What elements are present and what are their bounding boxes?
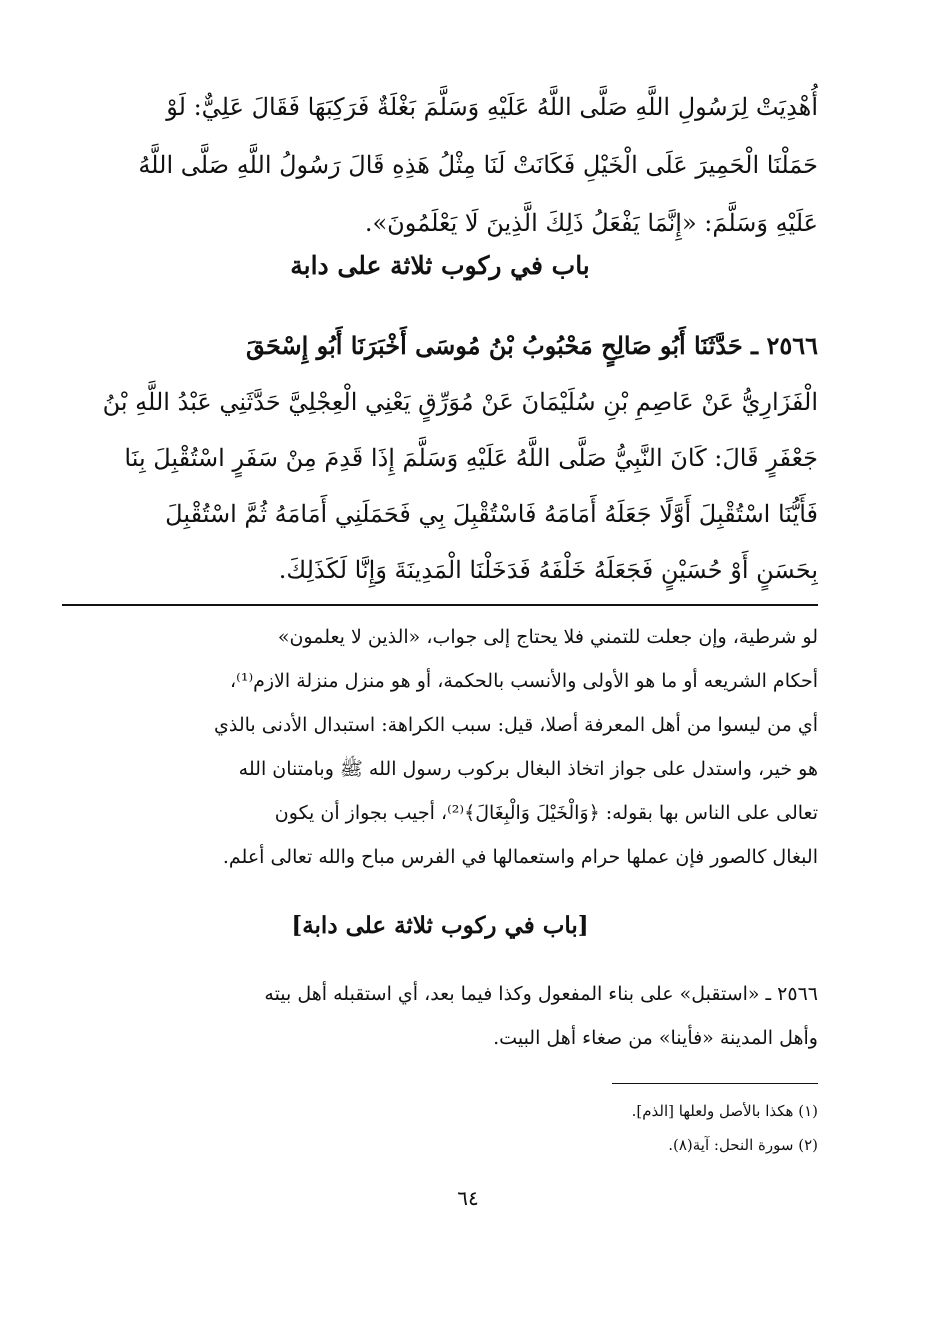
footnote: (١) هكذا بالأصل ولعلها [الذم].	[631, 1102, 818, 1120]
commentary-heading: [باب في ركوب ثلاثة على دابة]	[291, 912, 589, 939]
text-line: حَمَلْنَا الْحَمِيرَ عَلَى الْخَيْلِ فَكَانَتْ لَنَا مِثْلُ هَذِهِ قَالَ رَسُولُ اللَّهِ صَلَّى اللَّهُ	[138, 151, 818, 179]
commentary-line: لو شرطية، وإن جعلت للتمني فلا يحتاج إلى جواب، «الذين لا يعلمون»	[277, 626, 818, 648]
commentary-block	[62, 615, 818, 879]
footnote-divider	[612, 1083, 818, 1084]
text-line: جَعْفَرٍ قَالَ: كَانَ النَّبِيُّ صَلَّى اللَّهُ عَلَيْهِ وَسَلَّمَ إِذَا قَدِمَ مِنْ سَفَرٍ اسْتُقْبِلَ بِنَا	[124, 444, 818, 472]
text-line: بِحَسَنٍ أَوْ حُسَيْنٍ فَجَعَلَهُ خَلْفَهُ فَدَخَلْنَا الْمَدِينَةَ وَإِنَّا لَكَذَلِكَ.	[278, 556, 818, 584]
commentary-line: أي من ليسوا من أهل المعرفة أصلا، قيل: سبب الكراهة: استبدال الأدنى بالذي	[214, 714, 818, 736]
commentary-line: أحكام الشريعه أو ما هو الأولى والأنسب بالحكمة، أو هو منزل منزلة الازم⁽¹⁾،	[230, 670, 818, 692]
section-divider	[62, 604, 818, 606]
text-line: الْفَزَارِيُّ عَنْ عَاصِمِ بْنِ سُلَيْمَانَ عَنْ مُوَرِّقٍ يَعْنِي الْعِجْلِيَّ حَدَّثَنِي عَبْدُ اللَّهِ بْنُ	[102, 388, 818, 416]
text-line: أُهْدِيَتْ لِرَسُولِ اللَّهِ صَلَّى اللَّهُ عَلَيْهِ وَسَلَّمَ بَغْلَةٌ فَرَكِبَهَا فَقَالَ عَلِيٌّ: لَوْ	[166, 93, 818, 121]
chapter-heading: باب في ركوب ثلاثة على دابة	[290, 251, 590, 280]
commentary-line: تعالى على الناس بها بقوله: ﴿وَالْخَيْلَ وَالْبِغَالَ﴾⁽²⁾، أجيب بجواز أن يكون	[274, 802, 818, 824]
hadith-text-continuation	[62, 78, 818, 252]
footnote: (٢) سورة النحل: آية(٨).	[668, 1136, 818, 1154]
footnotes	[62, 1094, 818, 1162]
text-line: عَلَيْهِ وَسَلَّمَ: «إِنَّمَا يَفْعَلُ ذَلِكَ الَّذِينَ لَا يَعْلَمُونَ».	[364, 209, 818, 237]
text-line: فَأَيُّنَا اسْتُقْبِلَ أَوَّلًا جَعَلَهُ أَمَامَهُ فَاسْتُقْبِلَ بِي فَحَمَلَنِي أَمَامَهُ ثُمَّ اسْتُقْبِلَ	[165, 500, 818, 528]
text-line: ٢٥٦٦ ـ حَدَّثَنَا أَبُو صَالِحٍ مَحْبُوبُ بْنُ مُوسَى أَخْبَرَنَا أَبُو إِسْحَقَ	[246, 331, 818, 360]
page-number: ٦٤	[457, 1186, 479, 1210]
commentary-line: وأهل المدينة «فأينا» من صغاء أهل البيت.	[493, 1027, 818, 1049]
commentary-block-2	[62, 972, 818, 1060]
commentary-line: هو خير، واستدل على جواز اتخاذ البغال بركوب رسول الله ﷺ وبامتنان الله	[238, 758, 818, 780]
commentary-line: البغال كالصور فإن عملها حرام واستعمالها في الفرس مباح والله تعالى أعلم.	[222, 846, 818, 868]
commentary-line: ٢٥٦٦ ـ «استقبل» على بناء المفعول وكذا فيما بعد، أي استقبله أهل بيته	[264, 983, 818, 1005]
hadith-2566	[62, 318, 818, 598]
